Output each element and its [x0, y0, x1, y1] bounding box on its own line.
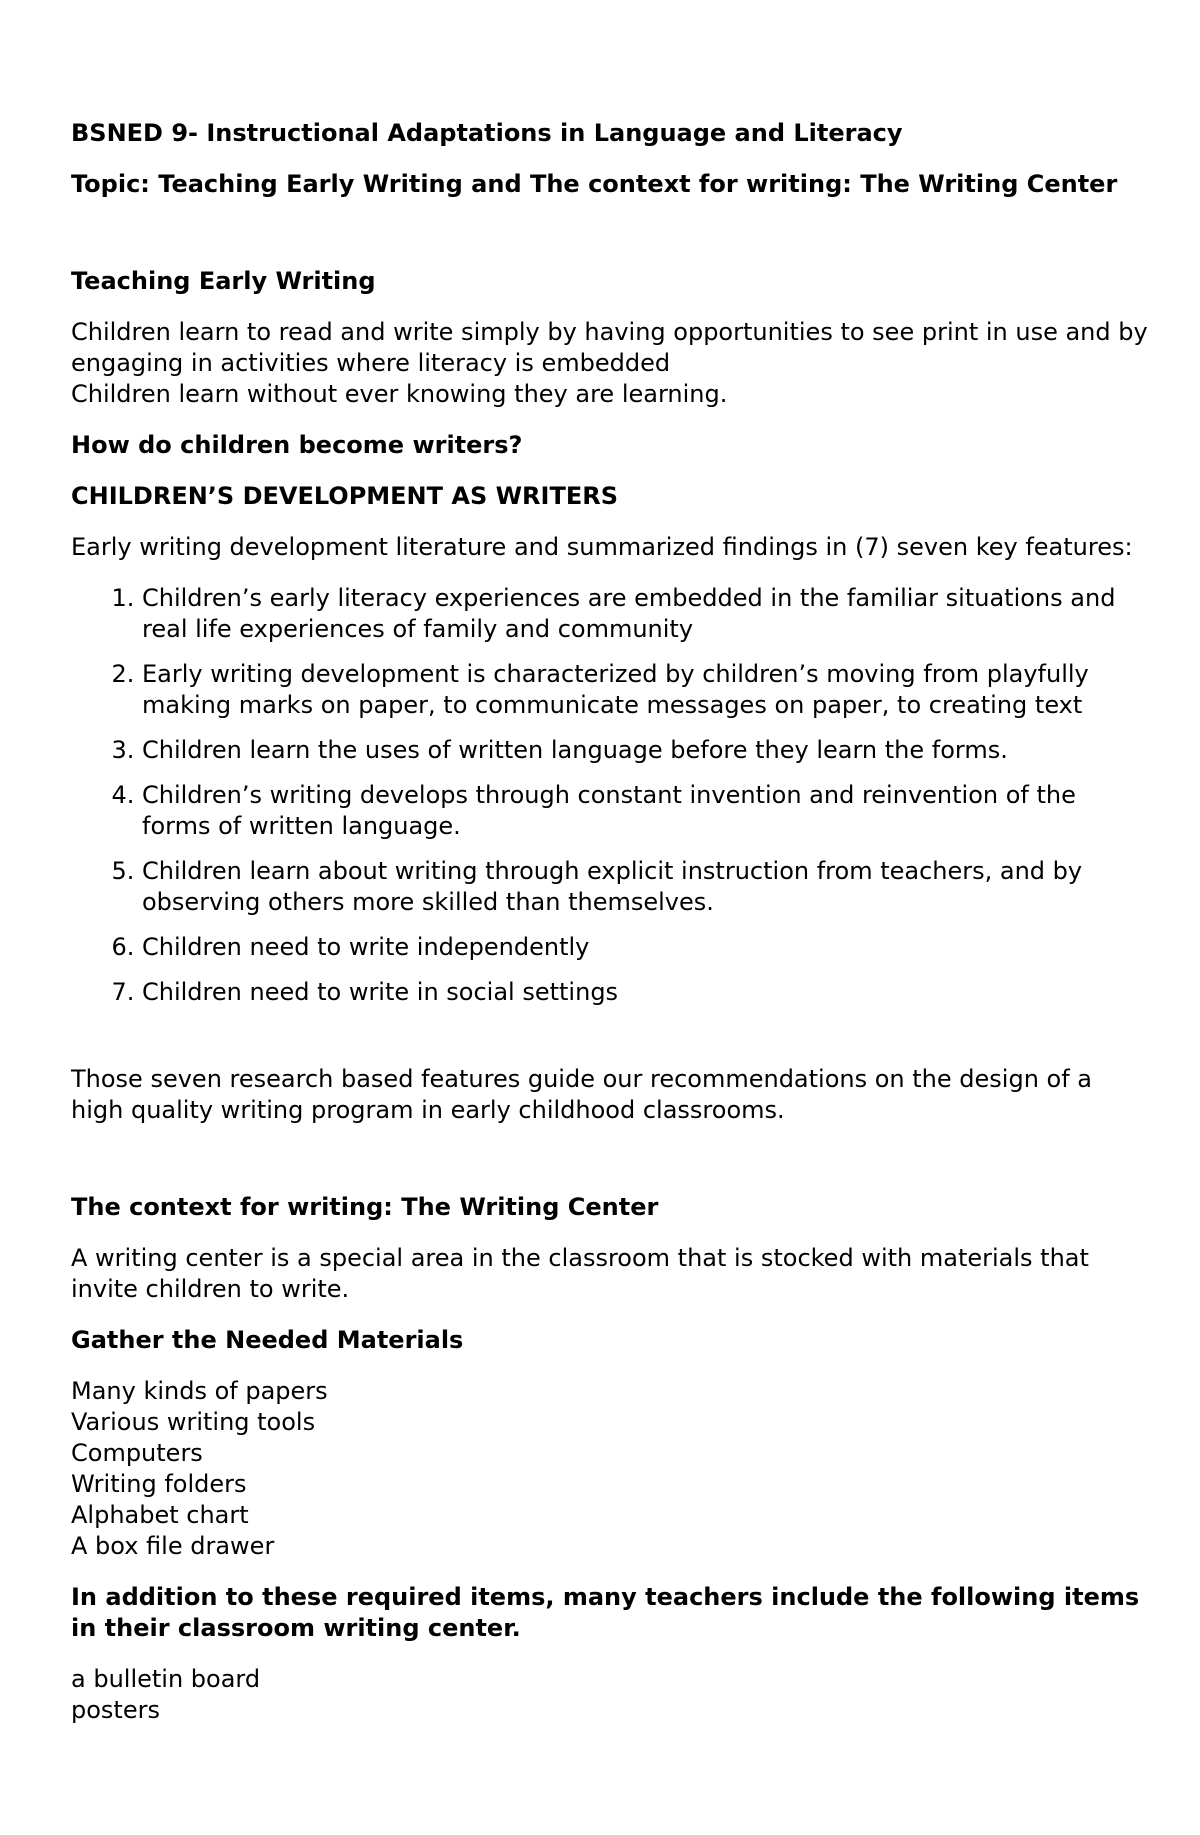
intro-line: Children learn without ever knowing they are learning.	[71, 380, 728, 408]
materials-heading: Gather the Needed Materials	[71, 1326, 464, 1354]
list-item: Computers	[71, 1439, 203, 1467]
key-features-list	[71, 583, 1151, 1008]
list-item: 1. Children’s early literacy experiences are embedded in the familiar situations and real life experiences of family and community	[142, 583, 1151, 645]
list-item: 6. Children need to write independently	[142, 932, 1151, 963]
list-item: A box file drawer	[71, 1532, 275, 1560]
materials-list	[71, 1376, 1151, 1562]
list-item: Writing folders	[71, 1470, 247, 1498]
list-item: Various writing tools	[71, 1408, 316, 1436]
course-title: BSNED 9- Instructional Adaptations in Language and Literacy	[71, 119, 903, 147]
additional-items-heading: In addition to these required items, many teachers include the following items in their classroom writing center.	[71, 1583, 1140, 1642]
additional-items-list	[71, 1664, 1151, 1726]
list-item: 4. Children’s writing develops through constant invention and reinvention of the forms of written language.	[142, 780, 1151, 842]
closing-paragraph: Those seven research based features guide our recommendations on the design of a high quality writing program in early childhood classrooms.	[71, 1065, 1092, 1124]
list-item: 2. Early writing development is characterized by children’s moving from playfully making marks on paper, to communicate messages on paper, to creating text	[142, 659, 1151, 721]
list-item: 7. Children need to write in social settings	[142, 977, 1151, 1008]
intro-paragraph	[71, 317, 1151, 410]
list-item: Alphabet chart	[71, 1501, 249, 1529]
features-intro: Early writing development literature and summarized findings in (7) seven key features:	[71, 533, 1133, 561]
list-item: Many kinds of papers	[71, 1377, 328, 1405]
list-item: 3. Children learn the uses of written language before they learn the forms.	[142, 735, 1151, 766]
section-heading-writing-center: The context for writing: The Writing Center	[71, 1193, 659, 1221]
list-item: a bulletin board	[71, 1665, 261, 1693]
development-subheading: CHILDREN’S DEVELOPMENT AS WRITERS	[71, 482, 618, 510]
intro-line: Children learn to read and write simply by having opportunities to see print in use and by	[71, 318, 1148, 346]
topic-line: Topic: Teaching Early Writing and The context for writing: The Writing Center	[71, 170, 1118, 198]
list-item: 5. Children learn about writing through explicit instruction from teachers, and by observing others more skilled than themselves.	[142, 856, 1151, 918]
intro-line: engaging in activities where literacy is embedded	[71, 349, 671, 377]
section-heading-teaching-early-writing: Teaching Early Writing	[71, 267, 376, 295]
writing-center-definition: A writing center is a special area in the classroom that is stocked with materials that invite children to write.	[71, 1244, 1089, 1303]
list-item: posters	[71, 1696, 160, 1724]
document-page	[71, 118, 1151, 1726]
question-heading: How do children become writers?	[71, 431, 523, 459]
